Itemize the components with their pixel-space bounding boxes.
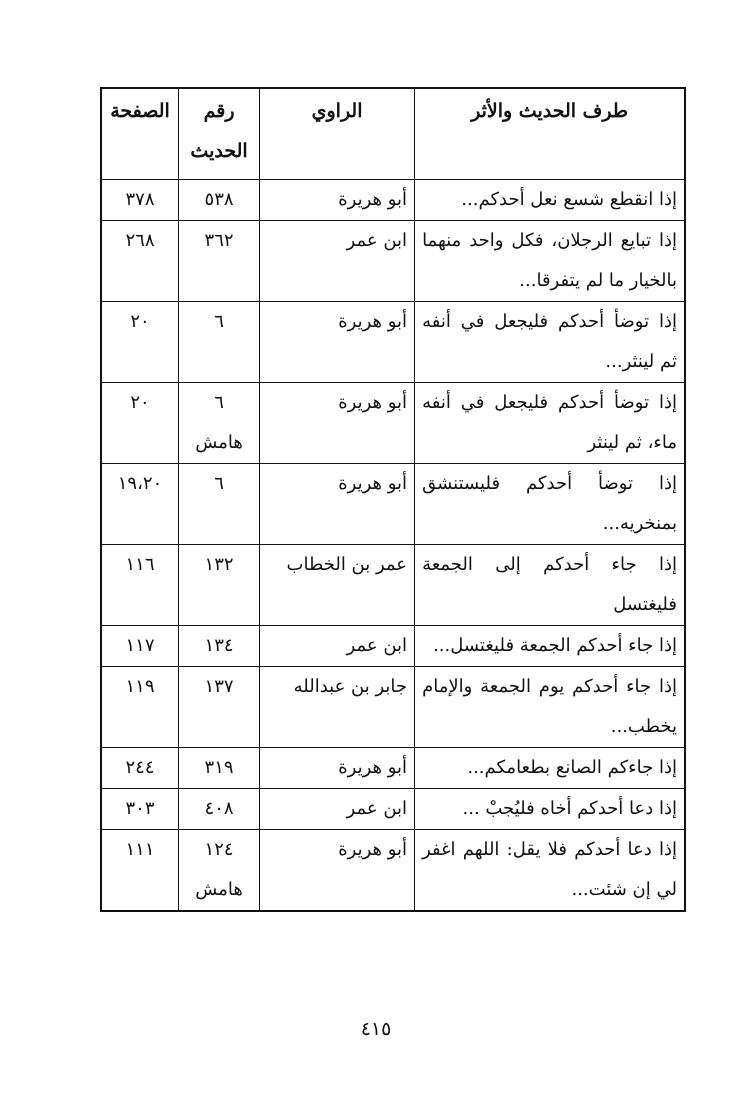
hadith-number-cell xyxy=(179,748,260,789)
narrator-cell: أبو هريرة xyxy=(260,180,415,221)
page-ref-cell: ١١٦ xyxy=(101,545,179,626)
narrator-cell: أبو هريرة xyxy=(260,302,415,383)
hadith-number: ٣٦٢ xyxy=(204,230,234,251)
hadith-text-cell: إذا جاءكم الصانع بطعامكم... xyxy=(415,748,685,789)
hadith-number: ١٣٧ xyxy=(204,676,234,697)
narrator-cell: ابن عمر xyxy=(260,221,415,302)
narrator-cell: جابر بن عبدالله xyxy=(260,667,415,748)
hadith-number-cell xyxy=(179,667,260,748)
hadith-text-cell: إذا جاء أحدكم الجمعة فليغتسل... xyxy=(415,626,685,667)
page-number: ٤١٥ xyxy=(360,1018,392,1040)
table-row xyxy=(101,221,685,302)
table-row xyxy=(101,464,685,545)
table-row xyxy=(101,748,685,789)
header-page: الصفحة xyxy=(101,88,179,180)
narrator-cell: أبو هريرة xyxy=(260,464,415,545)
table-body xyxy=(101,180,685,912)
table-row xyxy=(101,302,685,383)
table-row xyxy=(101,830,685,912)
hadith-number: ٤٠٨ xyxy=(204,798,234,819)
page-ref-cell: ٢٠ xyxy=(101,302,179,383)
hadith-number: ٦ xyxy=(214,392,224,413)
page-ref-cell: ٣٠٣ xyxy=(101,789,179,830)
page-ref-cell: ٣٧٨ xyxy=(101,180,179,221)
header-narrator: الراوي xyxy=(260,88,415,180)
hadith-number: ٦ xyxy=(214,473,224,494)
table-header-row xyxy=(101,88,685,180)
hadith-number-cell xyxy=(179,545,260,626)
header-hadith: طرف الحديث والأثر xyxy=(415,88,685,180)
hadith-index-table xyxy=(100,87,686,912)
hadith-number: ٦ xyxy=(214,311,224,332)
table-row xyxy=(101,626,685,667)
hadith-text-cell: إذا توضأ أحدكم فليجعل في أنفه ثم لينثر... xyxy=(415,302,685,383)
page-ref-cell: ١١١ xyxy=(101,830,179,912)
table-row xyxy=(101,180,685,221)
hadith-text-cell: إذا جاء أحدكم إلى الجمعة فليغتسل xyxy=(415,545,685,626)
page-ref-cell: ١١٩ xyxy=(101,667,179,748)
hadith-number: ٥٣٨ xyxy=(204,189,234,210)
hadith-number-cell xyxy=(179,464,260,545)
table-row xyxy=(101,545,685,626)
hadith-number-cell xyxy=(179,789,260,830)
hadith-number-cell xyxy=(179,383,260,464)
page-content xyxy=(100,87,686,912)
page-ref-cell: ١١٧ xyxy=(101,626,179,667)
hadith-number: ١٢٤ xyxy=(204,839,234,860)
hadith-number-cell xyxy=(179,302,260,383)
hadith-number: ٣١٩ xyxy=(204,757,234,778)
page-ref-cell: ٢٠ xyxy=(101,383,179,464)
hadith-number-cell xyxy=(179,180,260,221)
page-ref-cell: ١٩،٢٠ xyxy=(101,464,179,545)
hadith-text-cell: إذا جاء أحدكم يوم الجمعة والإمام يخطب... xyxy=(415,667,685,748)
hadith-number-cell xyxy=(179,626,260,667)
hadith-text-cell: إذا دعا أحدكم أخاه فليُجبْ ... xyxy=(415,789,685,830)
hadith-text-cell: إذا دعا أحدكم فلا يقل: اللهم اغفر لي إن شئت... xyxy=(415,830,685,912)
hadith-number-cell xyxy=(179,830,260,912)
hadith-text-cell: إذا توضأ أحدكم فليستنشق بمنخريه... xyxy=(415,464,685,545)
hadith-number-cell xyxy=(179,221,260,302)
table-row xyxy=(101,383,685,464)
hadith-number: ١٣٢ xyxy=(204,554,234,575)
header-number: رقم الحديث xyxy=(179,88,260,180)
narrator-cell: ابن عمر xyxy=(260,626,415,667)
narrator-cell: أبو هريرة xyxy=(260,830,415,912)
margin-note: هامش xyxy=(195,432,243,453)
table-row xyxy=(101,789,685,830)
page-ref-cell: ٢٦٨ xyxy=(101,221,179,302)
table-row xyxy=(101,667,685,748)
narrator-cell: أبو هريرة xyxy=(260,383,415,464)
page-ref-cell: ٢٤٤ xyxy=(101,748,179,789)
hadith-text-cell: إذا انقطع شسع نعل أحدكم... xyxy=(415,180,685,221)
hadith-text-cell: إذا تبايع الرجلان، فكل واحد منهما بالخيار ما لم يتفرقا... xyxy=(415,221,685,302)
narrator-cell: عمر بن الخطاب xyxy=(260,545,415,626)
margin-note: هامش xyxy=(195,879,243,900)
narrator-cell: ابن عمر xyxy=(260,789,415,830)
hadith-text-cell: إذا توضأ أحدكم فليجعل في أنفه ماء، ثم لينثر xyxy=(415,383,685,464)
narrator-cell: أبو هريرة xyxy=(260,748,415,789)
hadith-number: ١٣٤ xyxy=(204,635,234,656)
